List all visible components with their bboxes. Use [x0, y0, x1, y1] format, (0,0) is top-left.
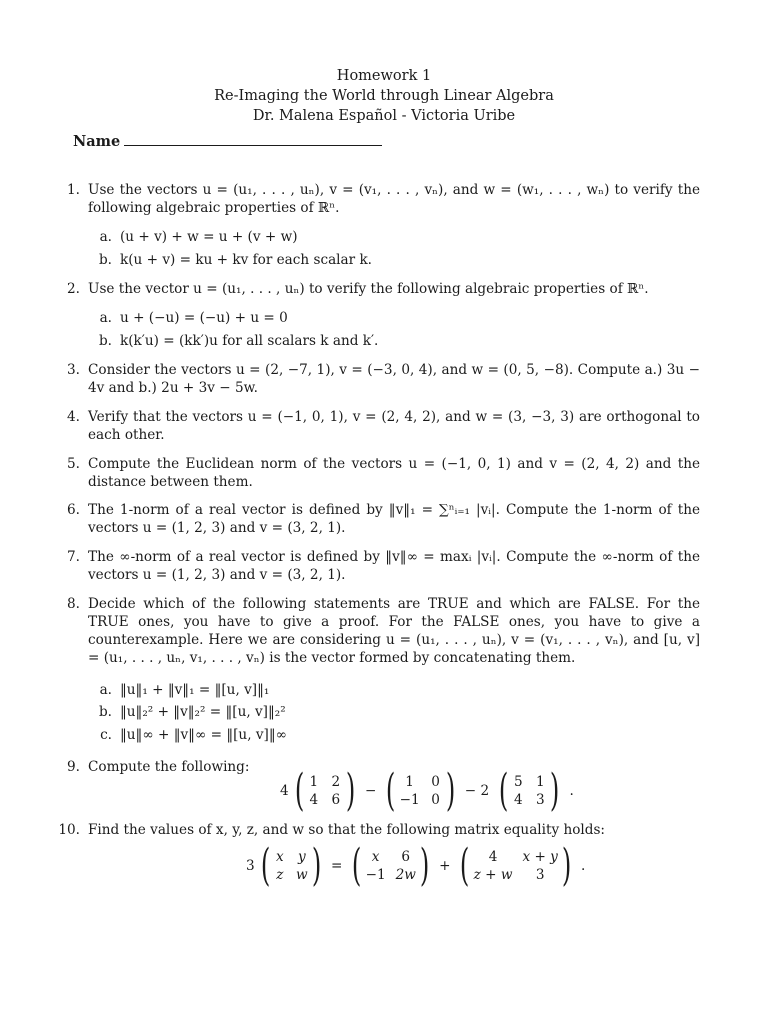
problem-text: Use the vector u = (u₁, . . . , uₙ) to verify the following algebraic properties of ℝⁿ.: [88, 281, 649, 297]
header: [0, 66, 768, 126]
matrix-3: ( 4 x + y z + w 3 ): [460, 840, 572, 891]
problem-number: 2.: [67, 281, 80, 297]
equation-10: [246, 840, 586, 891]
matrix-cell: −1: [365, 866, 386, 883]
name-blank-line[interactable]: [124, 131, 382, 146]
period: .: [581, 858, 586, 874]
coefficient: 4: [280, 783, 289, 799]
matrix-cell: x: [371, 848, 380, 865]
sub-label: b.: [98, 333, 112, 349]
problem-number: 4.: [67, 409, 80, 425]
sub-label: a.: [99, 310, 112, 326]
matrix-3: ( 5 1 4 3 ): [499, 765, 560, 816]
sub-text: ‖u‖∞ + ‖v‖∞ = ‖[u, v]‖∞: [120, 727, 287, 743]
matrix-cell: w: [296, 866, 308, 883]
coefficient: 3: [246, 858, 255, 874]
matrix-1: ( 1 2 4 6 ): [294, 765, 356, 816]
sub-text: (u + v) + w = u + (v + w): [120, 229, 298, 245]
sub-label: b.: [98, 704, 112, 720]
matrix-cell: 4: [514, 791, 523, 808]
matrix-cell: 3: [536, 791, 545, 808]
problem-text: The ∞-norm of a real vector is defined by ‖v‖∞ = maxᵢ |vᵢ|. Compute the ∞-norm of the vectors u = (1, 2, 3) and v = (3, 2, 1).: [88, 549, 700, 583]
matrix-1: ( x y z w ): [260, 840, 322, 891]
sub-text: u + (−u) = (−u) + u = 0: [120, 310, 288, 326]
problem-text: Consider the vectors u = (2, −7, 1), v = (−3, 0, 4), and w = (0, 5, −8). Compute a.) 3u − 4v and b.) 2u + 3v − 5w.: [88, 362, 700, 396]
matrix-cell: 1: [309, 773, 319, 790]
sub-text: k(u + v) = ku + kv for each scalar k.: [120, 252, 373, 268]
operator: +: [439, 858, 451, 874]
matrix-cell: 1: [405, 773, 414, 790]
matrix-cell: 4: [488, 848, 498, 865]
sub-label: b.: [98, 252, 112, 268]
name-field: [73, 131, 382, 150]
problem-number: 9.: [67, 759, 80, 775]
problem-number: 10.: [58, 822, 80, 838]
matrix-cell: 6: [401, 848, 411, 865]
matrix-cell: y: [297, 848, 306, 865]
matrix-cell: −1: [399, 791, 420, 808]
matrix-cell: x: [275, 848, 284, 865]
equals-sign: =: [331, 858, 343, 874]
matrix-cell: x + y: [522, 848, 558, 865]
problem-number: 3.: [67, 362, 80, 378]
problem-text: Decide which of the following statements are TRUE and which are FALSE. For the TRUE ones, you have to give a proof. For the FALSE ones, you have to give a counterexample. Here we are considering u = (u₁, . . . , uₙ), v = (v₁, . . . , vₙ), and [u, v] = (u₁, . . . , uₙ, v₁, . . . , vₙ) is the vector formed by concatenating them.: [88, 596, 700, 666]
matrix-cell: 2: [331, 773, 341, 790]
operator: −: [365, 783, 377, 799]
matrix-cell: 1: [536, 773, 545, 790]
matrix-2: ( x 6 −1 2w ): [352, 840, 430, 891]
homework-title: Homework 1: [336, 68, 432, 84]
matrix-2: ( 1 0 −1 0 ): [386, 765, 455, 816]
matrix-cell: 6: [331, 791, 341, 808]
sub-label: a.: [99, 229, 112, 245]
problem-text: Compute the Euclidean norm of the vectors u = (−1, 0, 1) and v = (2, 4, 2) and the distance between them.: [88, 456, 700, 490]
problem-number: 5.: [67, 456, 80, 472]
problem-number: 7.: [67, 549, 80, 565]
course-title: Re-Imaging the World through Linear Algebra: [214, 88, 554, 104]
matrix-cell: 5: [514, 773, 523, 790]
problem-text: Find the values of x, y, z, and w so that the following matrix equality holds:: [88, 822, 605, 838]
problem-text: Verify that the vectors u = (−1, 0, 1), v = (2, 4, 2), and w = (3, −3, 3) are orthogonal to each other.: [88, 409, 700, 443]
matrix-cell: 4: [309, 791, 319, 808]
instructors: Dr. Malena Español - Victoria Uribe: [252, 108, 516, 124]
sub-text: k(k′u) = (kk′)u for all scalars k and k′.: [120, 333, 379, 349]
problem-text: The 1-norm of a real vector is defined by ‖v‖₁ = ∑ⁿᵢ₌₁ |vᵢ|. Compute the 1-norm of the vectors u = (1, 2, 3) and v = (3, 2, 1).: [88, 502, 700, 536]
operator: − 2: [464, 783, 490, 799]
matrix-cell: 0: [431, 791, 440, 808]
name-label: Name: [73, 133, 121, 150]
problem-text: Compute the following:: [88, 759, 250, 775]
problem-number: 6.: [67, 502, 80, 518]
matrix-cell: 2w: [395, 866, 416, 883]
sub-text: ‖u‖₂² + ‖v‖₂² = ‖[u, v]‖₂²: [120, 704, 286, 720]
sub-label: a.: [99, 682, 112, 698]
matrix-cell: z + w: [473, 866, 513, 883]
sub-text: ‖u‖₁ + ‖v‖₁ = ‖[u, v]‖₁: [120, 682, 270, 698]
matrix-cell: 0: [431, 773, 440, 790]
sub-label: c.: [100, 727, 112, 743]
matrix-cell: z: [276, 866, 284, 883]
equation-9: [280, 765, 574, 816]
problem-number: 8.: [67, 596, 80, 612]
problem-number: 1.: [67, 182, 80, 198]
period: .: [569, 783, 574, 799]
matrix-cell: 3: [535, 866, 545, 883]
problem-text: Use the vectors u = (u₁, . . . , uₙ), v = (v₁, . . . , vₙ), and w = (w₁, . . . , wₙ) to verify the following algebraic properties of ℝⁿ.: [88, 182, 700, 216]
